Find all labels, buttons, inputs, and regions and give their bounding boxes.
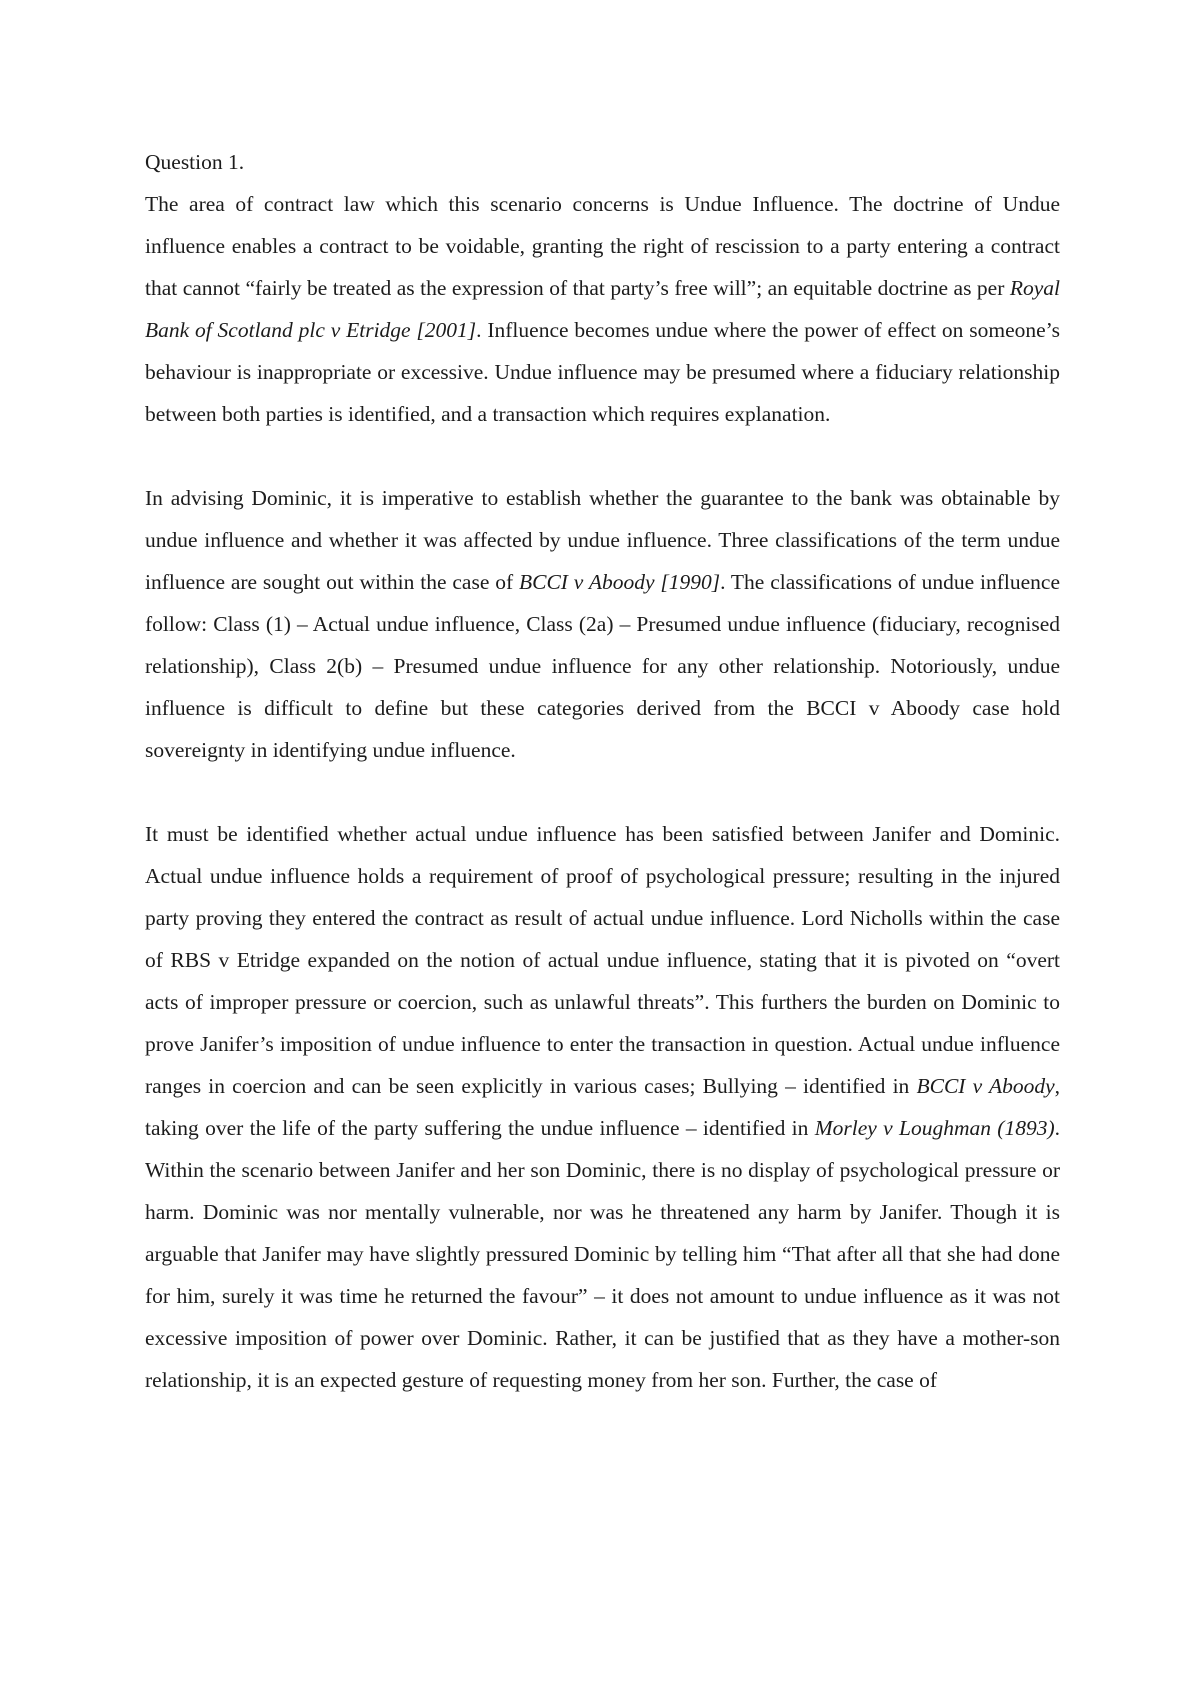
paragraph-text: . The classifications of undue influence follow: Class (1) – Actual undue influence, Class (2a) – Presumed undue influence (fiduciary, recognised relationship), Class 2(b) – Presumed undue influence for any other relationship. Notoriously, undue influence is difficult to define but these categories derived from the BCCI v Aboody case hold sovereignty in identifying undue influence. xyxy=(145,570,1060,762)
paragraph-text: It must be identified whether actual undue influence has been satisfied between Janifer and Dominic. Actual undue influence holds a requirement of proof of psychological pressure; resulting in the injured party proving they entered the contract as result of actual undue influence. Lord Nicholls within the case of RBS v Etridge expanded on the notion of actual undue influence, stating that it is pivoted on “overt acts of improper pressure or coercion, such as unlawful threats”. This furthers the burden on Dominic to prove Janifer’s imposition of undue influence to enter the transaction in question. Actual undue influence ranges in coercion and can be seen explicitly in various cases; Bullying – identified in xyxy=(145,822,1060,1098)
paragraph-undue-influence-intro xyxy=(145,183,1060,435)
case-citation: Royal Bank of Scotland plc v Etridge [2001] xyxy=(145,276,1060,342)
paragraph-text: The area of contract law which this scenario concerns is Undue Influence. The doctrine of Undue influence enables a contract to be voidable, granting the right of rescission to a party entering a contract that cannot “fairly be treated as the expression of that party’s free will”; an equitable doctrine as per xyxy=(145,192,1060,300)
paragraph-text: In advising Dominic, it is imperative to establish whether the guarantee to the bank was obtainable by undue influence and whether it was affected by undue influence. Three classifications of the term undue influence are sought out within the case of xyxy=(145,486,1060,594)
case-citation: Morley v Loughman (1893) xyxy=(814,1116,1055,1140)
paragraph-text: , taking over the life of the party suffering the undue influence – identified in xyxy=(145,1074,1060,1140)
case-citation: BCCI v Aboody [1990] xyxy=(518,570,721,594)
paragraph-actual-undue-influence xyxy=(145,813,1060,1401)
question-heading: Question 1. xyxy=(145,150,245,174)
case-citation: BCCI v Aboody xyxy=(916,1074,1055,1098)
paragraph-text: . Influence becomes undue where the power of effect on someone’s behaviour is inappropriate or excessive. Undue influence may be presumed where a fiduciary relationship between both parties is identified, and a transaction which requires explanation. xyxy=(145,318,1060,426)
document-body xyxy=(145,141,1060,1401)
paragraph-text: . Within the scenario between Janifer and her son Dominic, there is no display of psychological pressure or harm. Dominic was nor mentally vulnerable, nor was he threatened any harm by Janifer. Though it is arguable that Janifer may have slightly pressured Dominic by telling him “That after all that she had done for him, surely it was time he returned the favour” – it does not amount to undue influence as it was not excessive imposition of power over Dominic. Rather, it can be justified that as they have a mother-son relationship, it is an expected gesture of requesting money from her son. Further, the case of xyxy=(145,1116,1060,1392)
paragraph-advising-dominic xyxy=(145,477,1060,771)
